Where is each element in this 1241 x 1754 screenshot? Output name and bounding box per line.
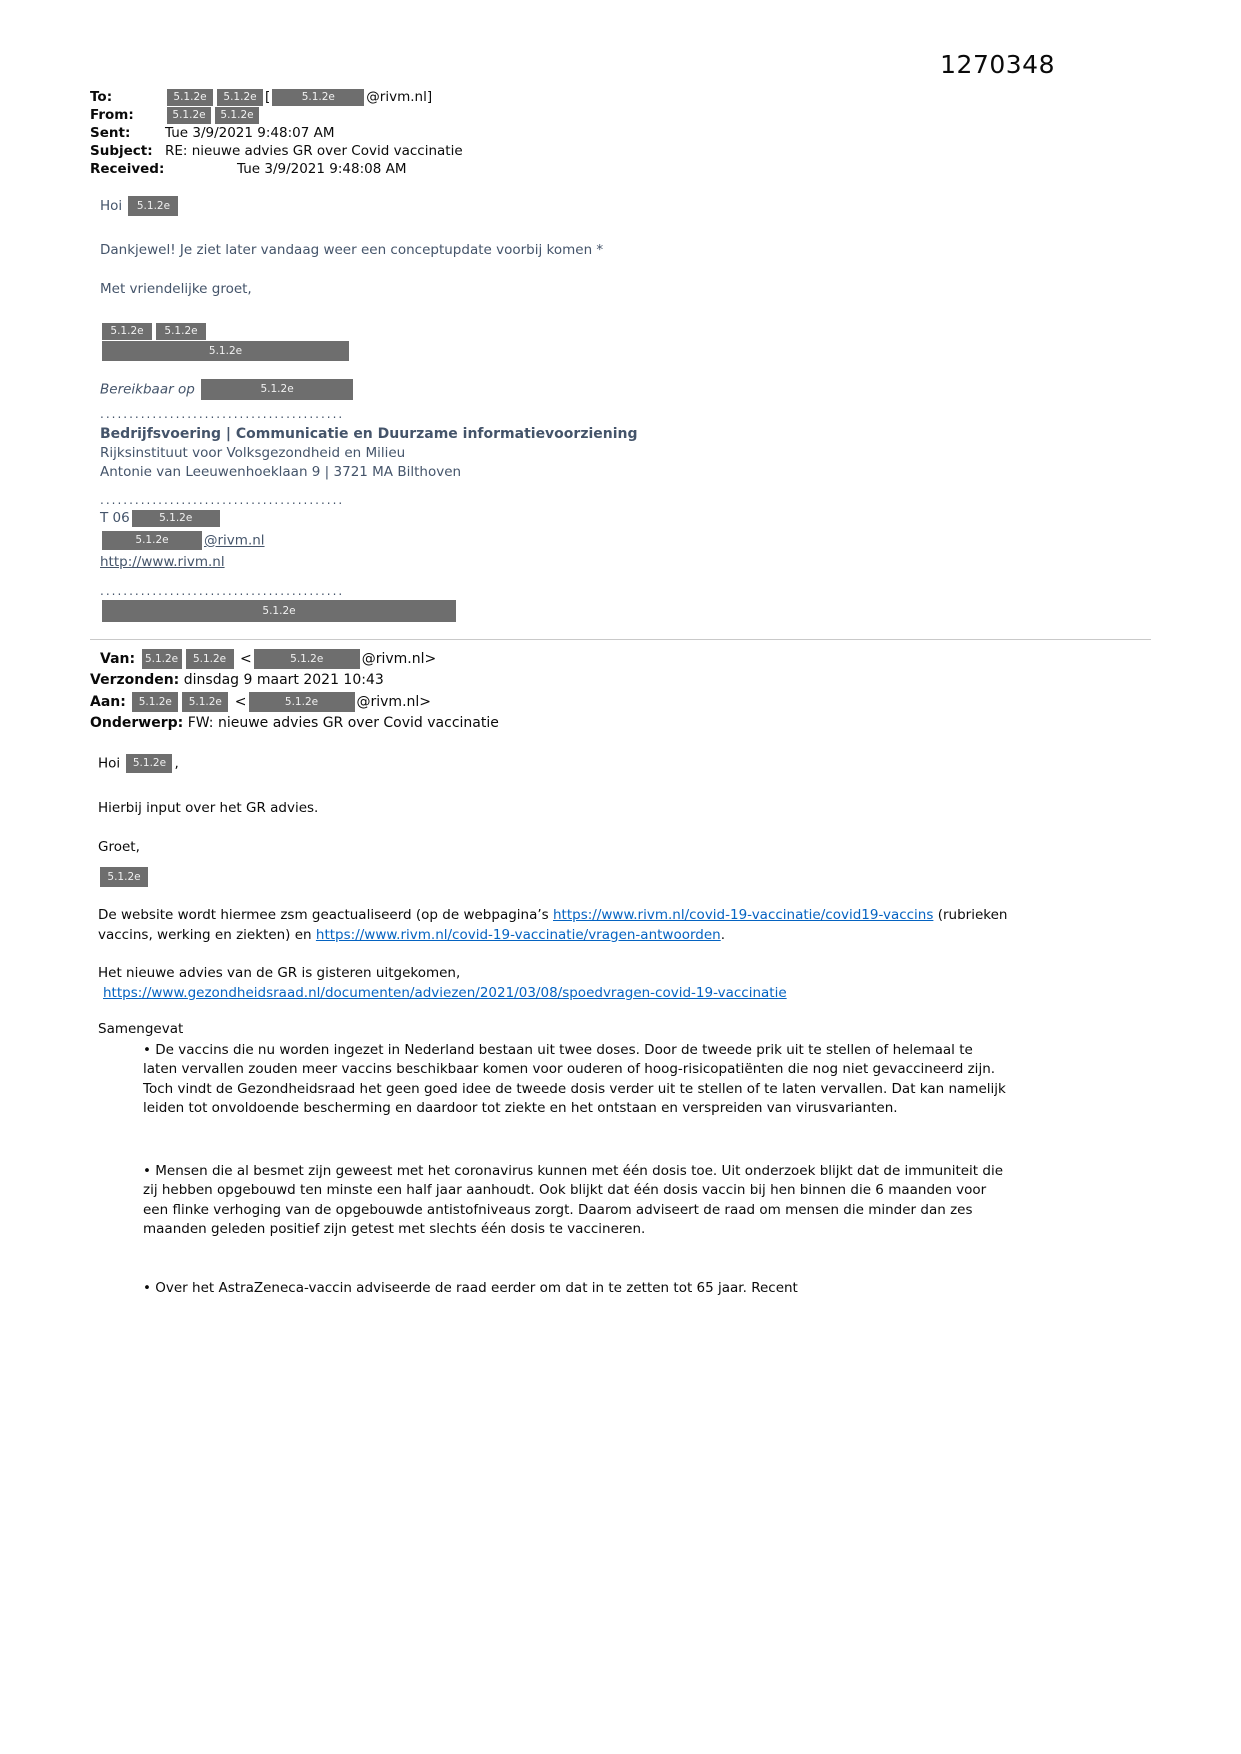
signature-email-link[interactable]: @rivm.nl bbox=[204, 532, 265, 549]
summary-heading: Samengevat bbox=[98, 1021, 184, 1037]
redaction-box: 5.1.2e bbox=[100, 867, 148, 887]
availability-label: Bereikbaar op bbox=[100, 381, 195, 398]
signature-phone-line bbox=[100, 509, 1151, 528]
received-label: Received: bbox=[90, 161, 165, 177]
availability-line bbox=[100, 379, 1151, 400]
to-domain: @rivm.nl] bbox=[366, 89, 433, 105]
van-domain: @rivm.nl> bbox=[361, 650, 437, 667]
redaction-box: 5.1.2e bbox=[217, 89, 263, 106]
list-item bbox=[143, 1041, 1010, 1119]
bullet-text: Over het AstraZeneca-vaccin adviseerde de raad eerder om dat in te zetten tot 65 jaar. Recent bbox=[155, 1279, 798, 1296]
redaction-box: 5.1.2e bbox=[167, 107, 211, 124]
signature-email-line bbox=[100, 531, 1151, 551]
to-label: To: bbox=[90, 89, 113, 105]
signature-footer-redaction bbox=[100, 600, 1151, 622]
list-item bbox=[143, 1162, 1010, 1240]
signature-organisation: Rijksinstituut voor Volksgezondheid en Milieu bbox=[100, 445, 406, 461]
van-label: Van: bbox=[100, 650, 136, 667]
redaction-box: 5.1.2e bbox=[254, 649, 360, 669]
header-row-from bbox=[90, 106, 1151, 124]
redaction-box: 5.1.2e bbox=[132, 510, 220, 527]
redaction-box: 5.1.2e bbox=[272, 89, 364, 106]
quoted-row-aan bbox=[90, 692, 1151, 714]
bullet-icon: • bbox=[143, 1162, 151, 1179]
rivm-vragen-link[interactable]: https://www.rivm.nl/covid-19-vaccinatie/vragen-antwoorden bbox=[315, 926, 721, 943]
bullet-icon: • bbox=[143, 1279, 151, 1296]
dotted-divider: .......................................... bbox=[100, 407, 345, 421]
sent-label: Sent: bbox=[90, 125, 131, 141]
aan-lt: < bbox=[234, 693, 247, 710]
redaction-box: 5.1.2e bbox=[215, 107, 259, 124]
redaction-box: 5.1.2e bbox=[249, 692, 355, 712]
quoted-email-body bbox=[90, 754, 1151, 1299]
redaction-box: 5.1.2e bbox=[201, 379, 353, 400]
greeting-line bbox=[98, 754, 1151, 774]
header-row-sent bbox=[90, 124, 1151, 142]
redaction-box: 5.1.2e bbox=[102, 531, 202, 550]
quoted-row-van bbox=[90, 649, 1151, 671]
redaction-box: 5.1.2e bbox=[167, 89, 213, 106]
greeting-line bbox=[100, 196, 1151, 216]
redaction-box: 5.1.2e bbox=[102, 323, 152, 340]
paragraph-thanks: Dankjewel! Je ziet later vandaag weer een conceptupdate voorbij komen * bbox=[100, 242, 604, 258]
quoted-row-verzonden bbox=[90, 670, 1151, 692]
greeting-text: Hoi bbox=[98, 755, 121, 771]
signature-department: Bedrijfsvoering | Communicatie en Duurzame informatievoorziening bbox=[100, 426, 638, 442]
verzonden-label: Verzonden: bbox=[90, 672, 180, 688]
closing-line: Met vriendelijke groet, bbox=[100, 281, 252, 297]
quoted-email-divider bbox=[90, 639, 1151, 640]
subject-value: RE: nieuwe advies GR over Covid vaccinatie bbox=[165, 143, 463, 159]
received-value: Tue 3/9/2021 9:48:08 AM bbox=[237, 161, 407, 177]
verzonden-value: dinsdag 9 maart 2021 10:43 bbox=[183, 672, 384, 688]
redaction-box: 5.1.2e bbox=[102, 600, 456, 622]
bullet-text: Mensen die al besmet zijn geweest met het coronavirus kunnen met één dosis toe. Uit onderzoek blijkt dat de immuniteit die zij hebben opgebouwd ten minste een half jaar aanhoudt. Ook blijkt dat één dosis vaccin bij hen binnen die 6 maanden voor een flinke verhoging van de opgebouwde antistofniveaus zorgt. Daarom adviseert de raad om mensen die minder dan zes maanden geleden positief zijn getest met slechts één dosis te vaccineren. bbox=[143, 1162, 1004, 1237]
redaction-box: 5.1.2e bbox=[132, 692, 178, 712]
advies-link-line bbox=[98, 984, 1026, 1004]
aan-domain: @rivm.nl> bbox=[356, 693, 432, 710]
header-row-received bbox=[90, 160, 1151, 178]
from-label: From: bbox=[90, 107, 134, 123]
email-header bbox=[90, 88, 1151, 178]
redaction-box: 5.1.2e bbox=[128, 196, 178, 216]
redaction-box: 5.1.2e bbox=[126, 754, 172, 773]
onderwerp-value: FW: nieuwe advies GR over Covid vaccinatie bbox=[187, 715, 499, 731]
advies-text: Het nieuwe advies van de GR is gisteren uitgekomen, bbox=[98, 965, 461, 981]
to-bracket: [ bbox=[265, 89, 271, 105]
list-item bbox=[143, 1279, 1010, 1299]
signature-website-link[interactable]: http://www.rivm.nl bbox=[100, 553, 225, 570]
phone-prefix: T 06 bbox=[100, 510, 130, 526]
summary-bullet-list bbox=[98, 1041, 1010, 1299]
dotted-divider: .......................................... bbox=[100, 583, 345, 598]
quoted-row-onderwerp bbox=[90, 713, 1151, 735]
website-text-mid: (rubrieken vaccins, werking en ziekten) en bbox=[98, 907, 1008, 943]
bullet-icon: • bbox=[143, 1041, 151, 1058]
sender-name-redaction bbox=[98, 867, 1151, 888]
header-row-to bbox=[90, 88, 1151, 106]
signature-title-redaction bbox=[100, 341, 1151, 361]
subject-label: Subject: bbox=[90, 143, 153, 159]
greeting-comma: , bbox=[174, 755, 179, 771]
website-text-pre: De website wordt hiermee zsm geactualiseerd (op de webpagina’s bbox=[98, 907, 553, 923]
bullet-text: De vaccins die nu worden ingezet in Nederland bestaan uit twee doses. Door de tweede prik uit te stellen of helemaal te laten vervallen zouden meer vaccins beschikbaar komen voor ouderen of hoog-risicopatiënten die nog niet gevaccineerd zijn. Toch vindt de Gezondheidsraad het geen goed idee de tweede dosis verder uit te stellen of te laten vervallen. Dat kan namelijk leiden tot onvoldoende bescherming en daardoor tot ziekte en het ontstaan en verspreiden van virusvarianten. bbox=[143, 1041, 1006, 1116]
paragraph-website bbox=[98, 906, 1026, 945]
signature-address: Antonie van Leeuwenhoeklaan 9 | 3721 MA Bilthoven bbox=[100, 463, 462, 480]
reply-email-body bbox=[90, 196, 1151, 622]
quoted-email-header bbox=[90, 649, 1151, 735]
redaction-box: 5.1.2e bbox=[182, 692, 228, 712]
header-row-subject bbox=[90, 142, 1151, 160]
closing-line: Groet, bbox=[98, 839, 140, 855]
sent-value: Tue 3/9/2021 9:48:07 AM bbox=[165, 125, 335, 141]
redaction-box: 5.1.2e bbox=[142, 649, 182, 669]
van-lt: < bbox=[240, 650, 252, 667]
website-text-end: . bbox=[720, 926, 726, 943]
onderwerp-label: Onderwerp: bbox=[90, 715, 184, 731]
redaction-box: 5.1.2e bbox=[186, 649, 234, 669]
gezondheidsraad-link[interactable]: https://www.gezondheidsraad.nl/documenten/adviezen/2021/03/08/spoedvragen-covid-19-vaccinatie bbox=[103, 984, 787, 1001]
dotted-divider: .......................................... bbox=[100, 493, 345, 507]
paragraph-input: Hierbij input over het GR advies. bbox=[98, 799, 319, 816]
greeting-text: Hoi bbox=[100, 198, 123, 214]
rivm-vaccins-link[interactable]: https://www.rivm.nl/covid-19-vaccinatie/covid19-vaccins bbox=[552, 907, 934, 923]
signature-name-redactions bbox=[100, 322, 1151, 341]
document-id-stamp: 1270348 bbox=[940, 50, 1055, 79]
signature-website-line bbox=[100, 553, 1151, 572]
redaction-box: 5.1.2e bbox=[102, 341, 349, 361]
aan-label: Aan: bbox=[90, 693, 126, 710]
redaction-box: 5.1.2e bbox=[156, 323, 206, 340]
paragraph-advies bbox=[98, 964, 1026, 1003]
